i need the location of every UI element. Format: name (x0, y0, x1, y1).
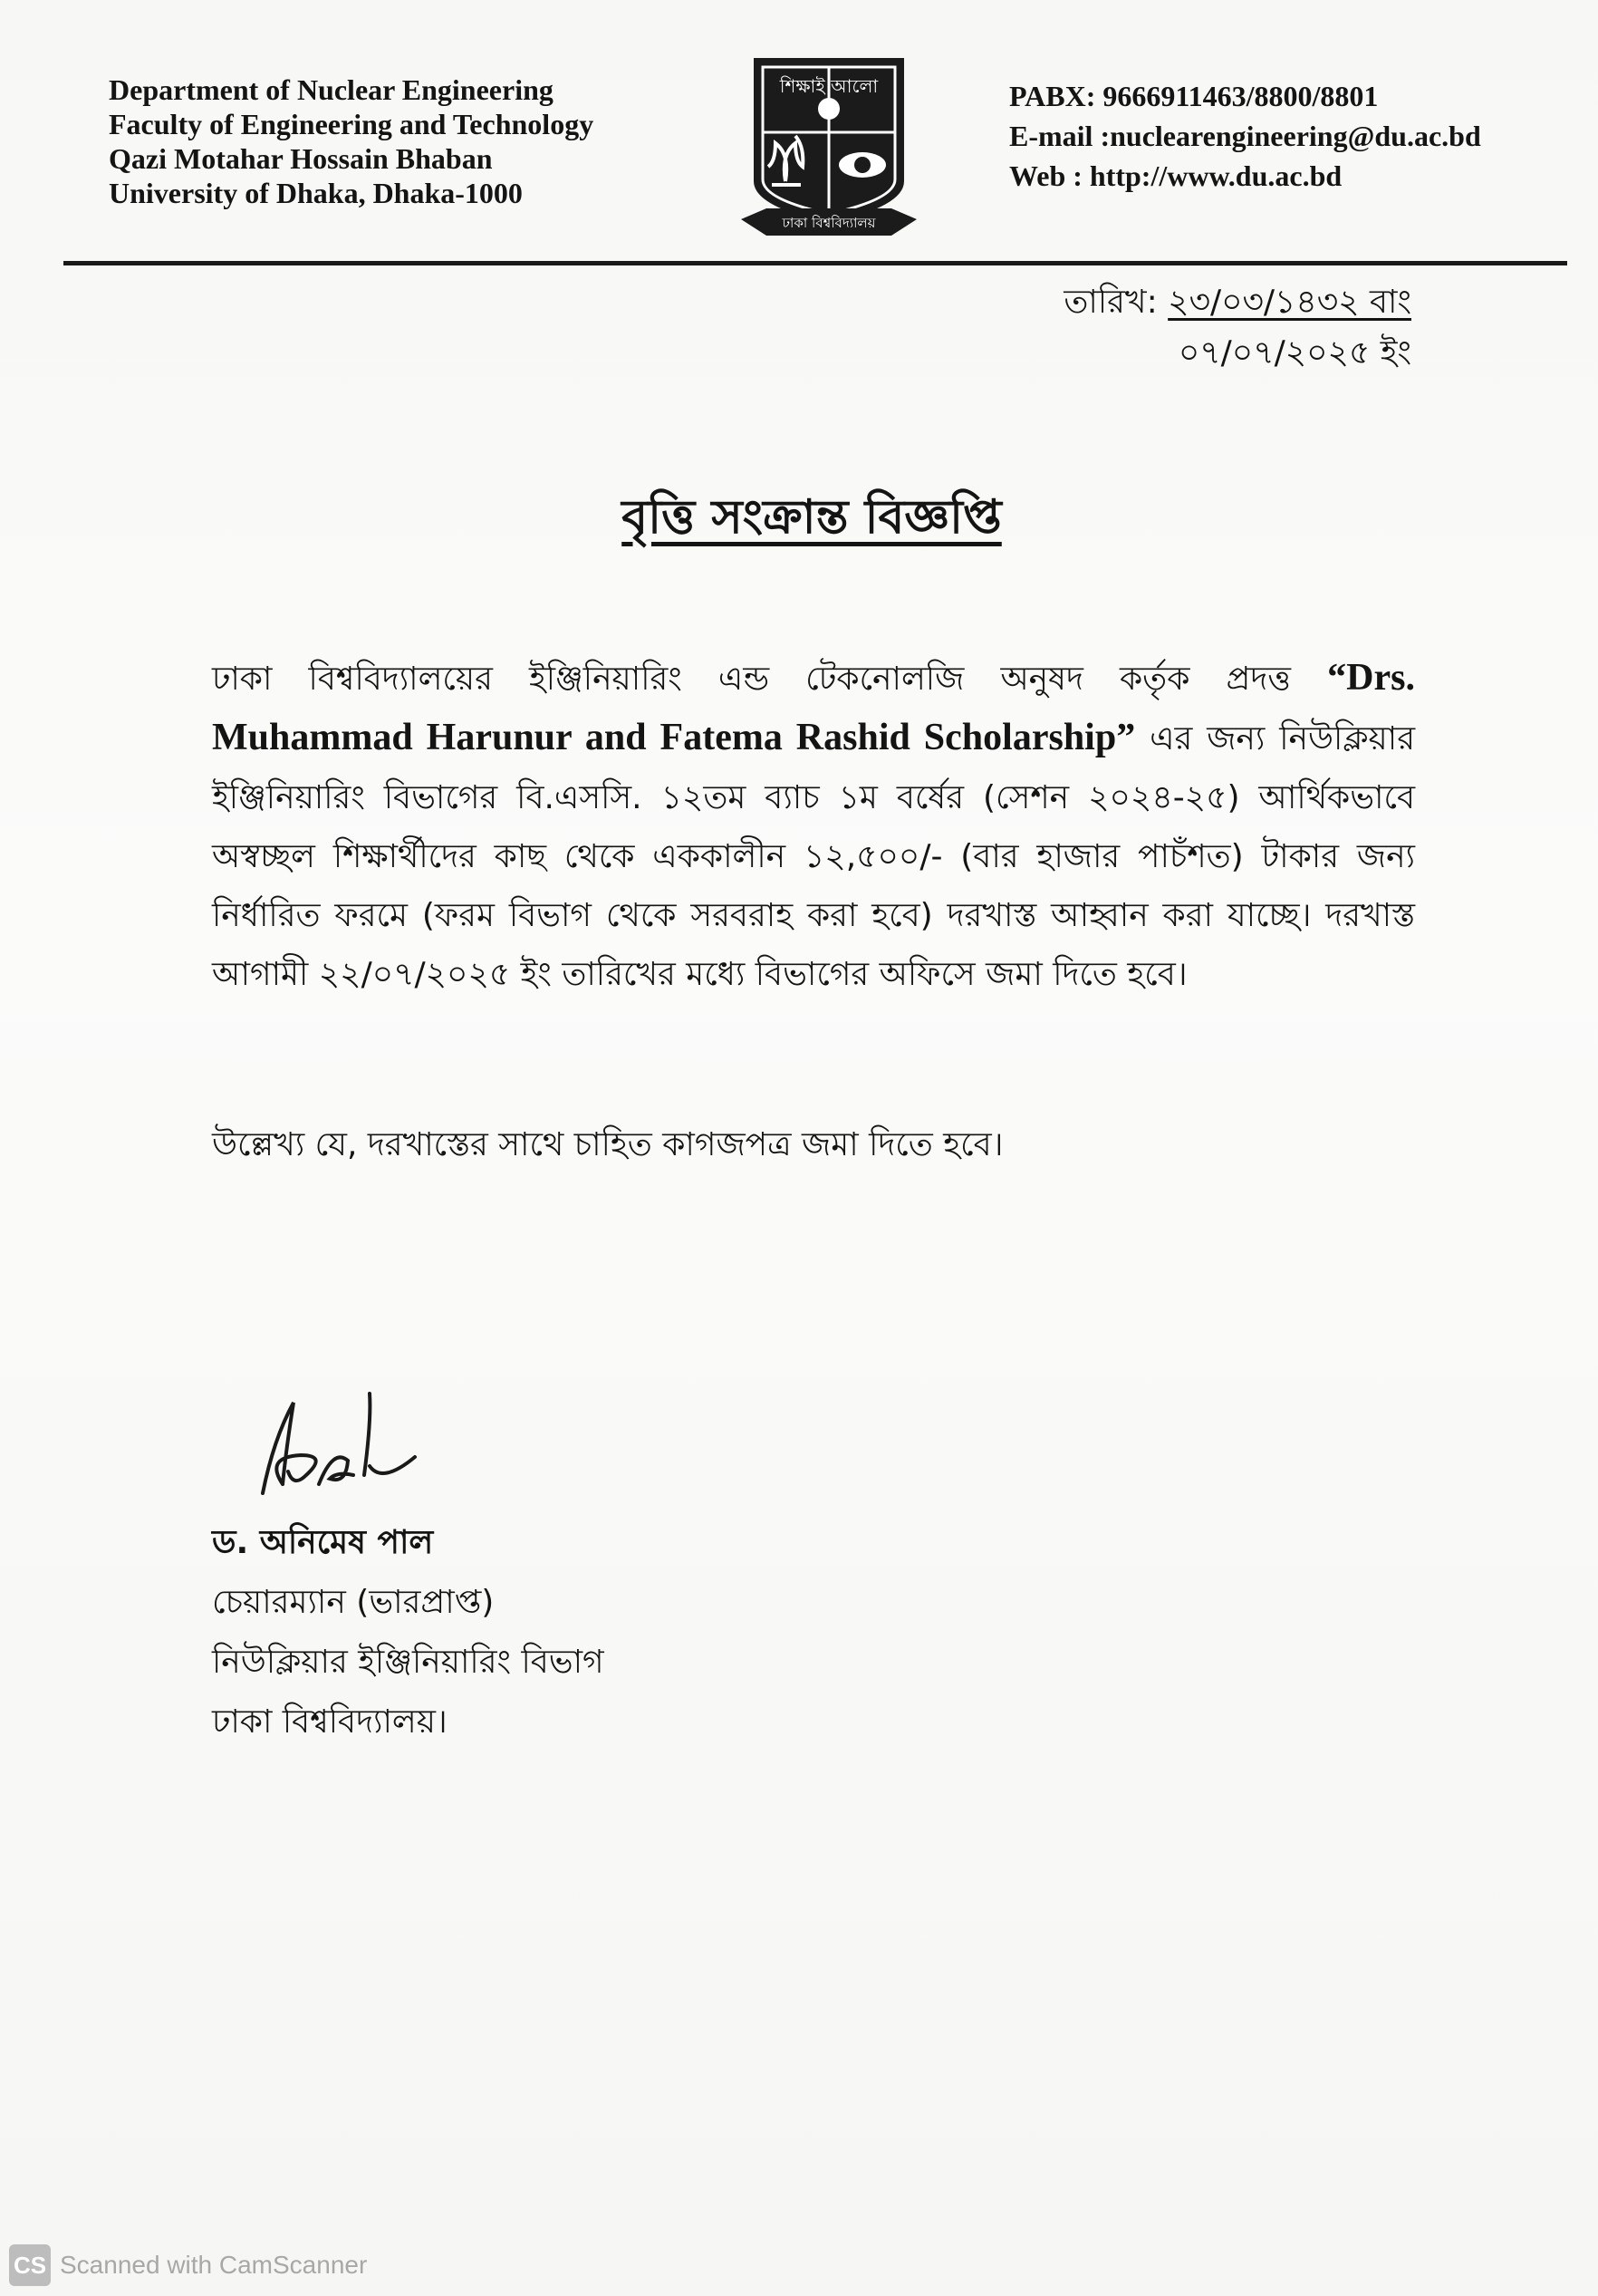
notice-body (212, 649, 1415, 1004)
scholarship-name: “Drs. Muhammad Harunur and Fatema Rashid Scholarship” (212, 657, 1415, 758)
signatory-department: নিউক্লিয়ার ইঞ্জিনিয়ারিং বিভাগ (212, 1644, 604, 1681)
watermark-text: Scanned with CamScanner (60, 2251, 368, 2279)
department-address (109, 72, 593, 210)
website-address: Web : http://www.du.ac.bd (1009, 159, 1343, 192)
camscanner-icon: CS (9, 2244, 51, 2286)
body-text: এর জন্য নিউক্লিয়ার ইঞ্জিনিয়ারিং বিভাগের বি.এসসি. ১২তম ব্যাচ ১ম বর্ষের (সেশন ২০২৪-২৫) আর্থিকভাবে অস্বচ্ছল শিক্ষার্থীদের কাছ থেকে এককালীন ১২,৫০০/- (বার হাজার পাচঁশত) টাকার জন্য নির্ধারিত ফরমে (ফরম বিভাগ থেকে সরবরাহ করা হবে) দরখাস্ত আহ্বান করা যাচ্ছে। দরখাস্ত আগামী ২২/০৭/২০২৫ ইং তারিখের মধ্যে বিভাগের অফিসে জমা দিতে হবে। (212, 720, 1415, 993)
signatory-university: ঢাকা বিশ্ববিদ্যালয়। (212, 1703, 448, 1741)
logo-motto: শিক্ষাই আলো (779, 75, 879, 97)
body-intro: ঢাকা বিশ্ববিদ্যালয়ের ইঞ্জিনিয়ারিং এন্ড টেকনোলজি অনুষদ কর্তৃক প্রদত্ত (212, 661, 1328, 698)
letterhead-divider (63, 261, 1567, 265)
contact-info (1009, 76, 1481, 196)
signatory-block (212, 1513, 604, 1752)
signatory-name: ড. অনিমেষ পাল (212, 1524, 434, 1561)
bangla-date: ২৩/০৩/১৪৩২ বাং (1168, 284, 1411, 321)
english-date: ০৭/০৭/২০২৫ ইং (1178, 334, 1411, 371)
signatory-designation: চেয়ারম্যান (ভারপ্রাপ্ত) (212, 1584, 495, 1621)
notice-note: উল্লেখ্য যে, দরখাস্তের সাথে চাহিত কাগজপত্র জমা দিতে হবে। (212, 1126, 1004, 1163)
faculty-name: Faculty of Engineering and Technology (109, 108, 594, 140)
email-address: E-mail :nuclearengineering@du.ac.bd (1009, 120, 1481, 152)
signature-image (246, 1384, 455, 1520)
university-address: University of Dhaka, Dhaka-1000 (109, 177, 523, 209)
date-line-bangla (1064, 277, 1411, 328)
notice-date (1064, 277, 1411, 379)
building-name: Qazi Motahar Hossain Bhaban (109, 142, 493, 175)
department-name: Department of Nuclear Engineering (109, 73, 554, 106)
pabx-number: PABX: 9666911463/8800/8801 (1009, 80, 1379, 112)
university-logo (736, 45, 922, 248)
notice-title: বৃত্তি সংক্রান্ত বিজ্ঞপ্তি (621, 490, 1002, 545)
logo-banner: ঢাকা বিশ্ববিদ্যালয় (782, 215, 876, 231)
scanner-watermark (9, 2242, 367, 2289)
date-label: তারিখ: (1064, 284, 1158, 321)
